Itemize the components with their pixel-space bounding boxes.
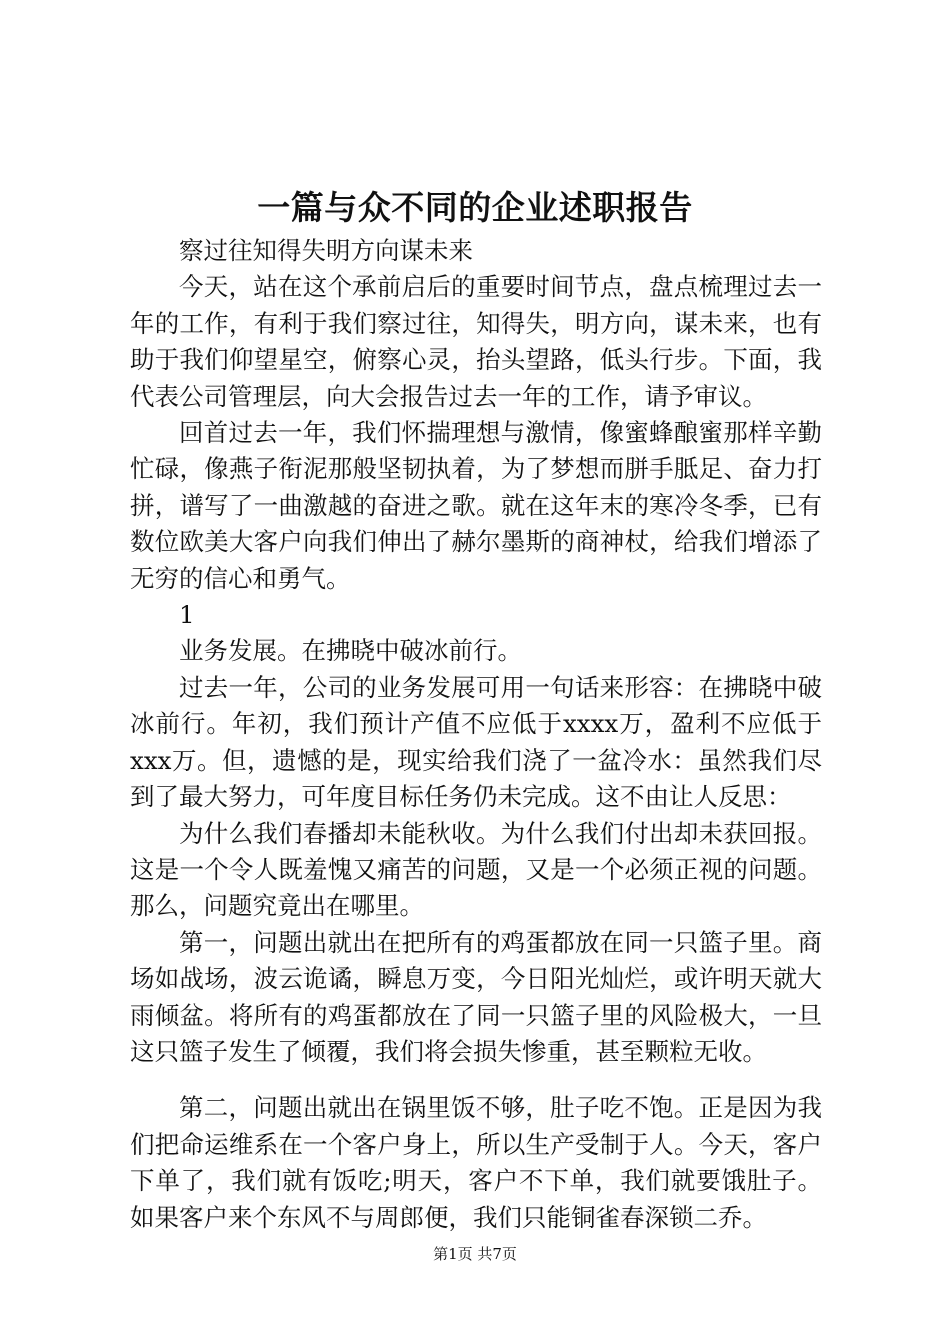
section-number: 1	[179, 600, 195, 630]
body-paragraph: 第二，问题出就出在锅里饭不够，肚子吃不饱。正是因为我们把命运维系在一个客户身上，所以生产受制于人。今天，客户下单了，我们就有饭吃;明天，客户不下单，我们就要饿肚子。如果客户来个东风不与周郎便，我们只能铜雀春深锁二乔。	[130, 1093, 822, 1232]
subtitle-paragraph: 察过往知得失明方向谋未来	[179, 236, 473, 265]
body-paragraph: 今天，站在这个承前启后的重要时间节点，盘点梳理过去一年的工作，有利于我们察过往，知得失，明方向，谋未来，也有助于我们仰望星空，俯察心灵，抬头望路，低头行步。下面，我代表公司管理层，向大会报告过去一年的工作，请予审议。	[130, 272, 822, 411]
page-footer: 第1页 共7页	[433, 1245, 517, 1263]
document-body	[130, 233, 822, 1236]
body-paragraph: 第一，问题出就出在把所有的鸡蛋都放在同一只篮子里。商场如战场，波云诡谲，瞬息万变，今日阳光灿烂，或许明天就大雨倾盆。将所有的鸡蛋都放在了同一只篮子里的风险极大，一旦这只篮子发生了倾覆，我们将会损失惨重，甚至颗粒无收。	[130, 927, 822, 1066]
body-paragraph: 回首过去一年，我们怀揣理想与激情，像蜜蜂酿蜜那样辛勤忙碌，像燕子衔泥那般坚韧执着，为了梦想而胼手胝足、奋力打拼，谱写了一曲激越的奋进之歌。就在这年末的寒冷冬季，已有数位欧美大客户向我们伸出了赫尔墨斯的商神杖，给我们增添了无穷的信心和勇气。	[130, 418, 822, 593]
body-paragraph: 过去一年，公司的业务发展可用一句话来形容：在拂晓中破冰前行。年初，我们预计产值不应低于xxxx万，盈利不应低于xxx万。但，遗憾的是，现实给我们浇了一盆冷水：虽然我们尽到了最大努力，可年度目标任务仍未完成。这不由让人反思：	[130, 672, 822, 812]
section-heading: 业务发展。在拂晓中破冰前行。	[179, 636, 522, 666]
body-paragraph: 为什么我们春播却未能秋收。为什么我们付出却未获回报。这是一个令人既羞愧又痛苦的问题，又是一个必须正视的问题。那么，问题究竟出在哪里。	[130, 818, 822, 921]
document-title: 一篇与众不同的企业述职报告	[257, 188, 693, 227]
